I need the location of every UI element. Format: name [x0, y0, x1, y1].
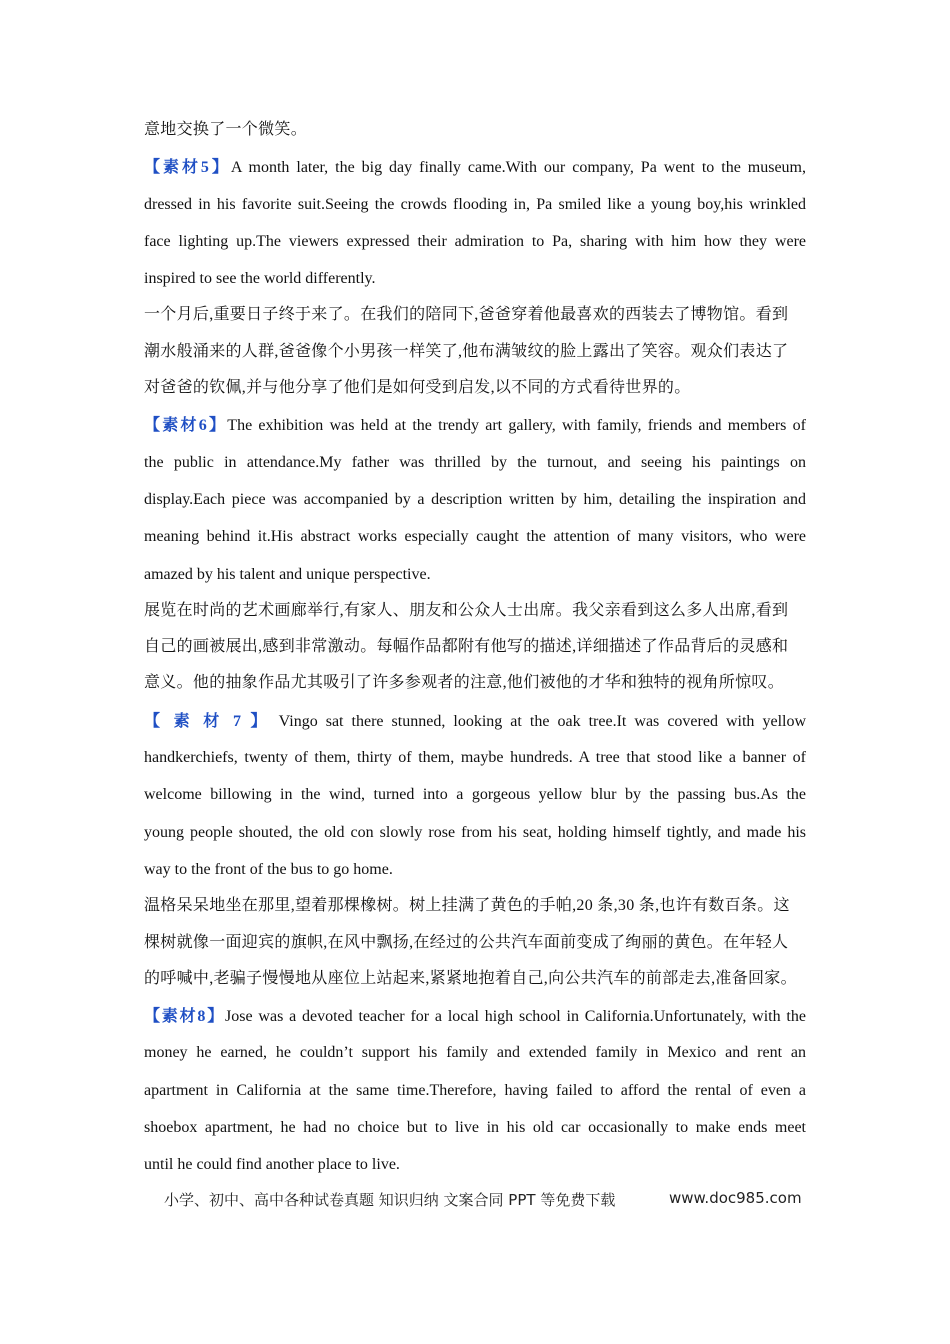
chinese-line: 意义。他的抽象作品尤其吸引了许多参观者的注意,他们被他的才华和独特的视角所惊叹。 — [144, 674, 785, 692]
english-line: 【 素 材 7 】 Vingo sat there stunned, looking at the oak tree.It was covered with yellow — [144, 710, 806, 730]
material-tag-6: 【素材6】 — [144, 415, 228, 435]
material-tag-8: 【素材8】 — [144, 1006, 226, 1026]
footer-text: 小学、初中、高中各种试卷真题 知识归纳 文案合同 PPT 等免费下载 — [164, 1191, 616, 1209]
chinese-line: 温格呆呆地坐在那里,望着那棵橡树。树上挂满了黄色的手帕,20 条,30 条,也许有数百条。这 — [144, 897, 790, 915]
chinese-line: 对爸爸的钦佩,并与他分享了他们是如何受到启发,以不同的方式看待世界的。 — [144, 379, 691, 397]
document-body — [144, 112, 806, 1184]
english-line: meaning behind it.His abstract works especially caught the attention of many visitors, who were — [144, 528, 806, 546]
english-line: face lighting up.The viewers expressed their admiration to Pa, sharing with him how they were — [144, 232, 806, 250]
english-line: display.Each piece was accompanied by a description written by him, detailing the inspiration and — [144, 490, 806, 508]
chinese-line: 意地交换了一个微笑。 — [144, 121, 308, 138]
chinese-line: 一个月后,重要日子终于来了。在我们的陪同下,爸爸穿着他最喜欢的西装去了博物馆。看到 — [144, 306, 789, 324]
chinese-line: 自己的画被展出,感到非常激动。每幅作品都附有他写的描述,详细描述了作品背后的灵感和 — [144, 638, 789, 656]
page-footer — [164, 1189, 804, 1210]
english-line: handkerchiefs, twenty of them, thirty of them, maybe hundreds. A tree that stood like a banner of — [144, 749, 806, 767]
material-tag-5: 【素材5】 — [144, 157, 231, 177]
english-line: shoebox apartment, he had no choice but to live in his old car occasionally to make ends meet — [144, 1119, 806, 1137]
chinese-line: 的呼喊中,老骗子慢慢地从座位上站起来,紧紧地抱着自己,向公共汽车的前部走去,准备回家。 — [144, 969, 797, 987]
english-line: until he could find another place to live. — [144, 1156, 400, 1174]
english-line: dressed in his favorite suit.Seeing the crowds flooding in, Pa smiled like a young boy,his wrinkled — [144, 195, 806, 213]
chinese-line: 棵树就像一面迎宾的旗帜,在风中飘扬,在经过的公共汽车面前变成了绚丽的黄色。在年轻人 — [144, 933, 789, 951]
footer-site-link[interactable]: www.doc985.com — [669, 1189, 802, 1207]
english-line: the public in attendance.My father was thrilled by the turnout, and seeing his paintings on — [144, 453, 806, 471]
english-line: apartment in California at the same time.Therefore, having failed to afford the rental of even a — [144, 1081, 806, 1099]
english-line: 【素材5】A month later, the big day finally came.With our company, Pa went to the museum, — [144, 157, 806, 177]
english-line: young people shouted, the old con slowly rose from his seat, holding himself tightly, and made his — [144, 823, 806, 841]
english-line: 【素材6】The exhibition was held at the trendy art gallery, with family, friends and members of — [144, 415, 806, 435]
english-line: inspired to see the world differently. — [144, 270, 376, 288]
english-line: amazed by his talent and unique perspective. — [144, 565, 431, 583]
chinese-line: 潮水般涌来的人群,爸爸像个小男孩一样笑了,他布满皱纹的脸上露出了笑容。观众们表达了 — [144, 342, 789, 360]
english-line: way to the front of the bus to go home. — [144, 860, 393, 878]
english-line: 【素材8】Jose was a devoted teacher for a local high school in California.Unfortunately, with the — [144, 1006, 806, 1026]
chinese-line: 展览在时尚的艺术画廊举行,有家人、朋友和公众人士出席。我父亲看到这么多人出席,看到 — [144, 601, 789, 619]
english-line: money he earned, he couldn’t support his family and extended family in Mexico and rent an — [144, 1044, 806, 1062]
english-line: welcome billowing in the wind, turned into a gorgeous yellow blur by the passing bus.As the — [144, 786, 806, 804]
material-tag-7: 【 素 材 7 】 — [144, 710, 271, 730]
